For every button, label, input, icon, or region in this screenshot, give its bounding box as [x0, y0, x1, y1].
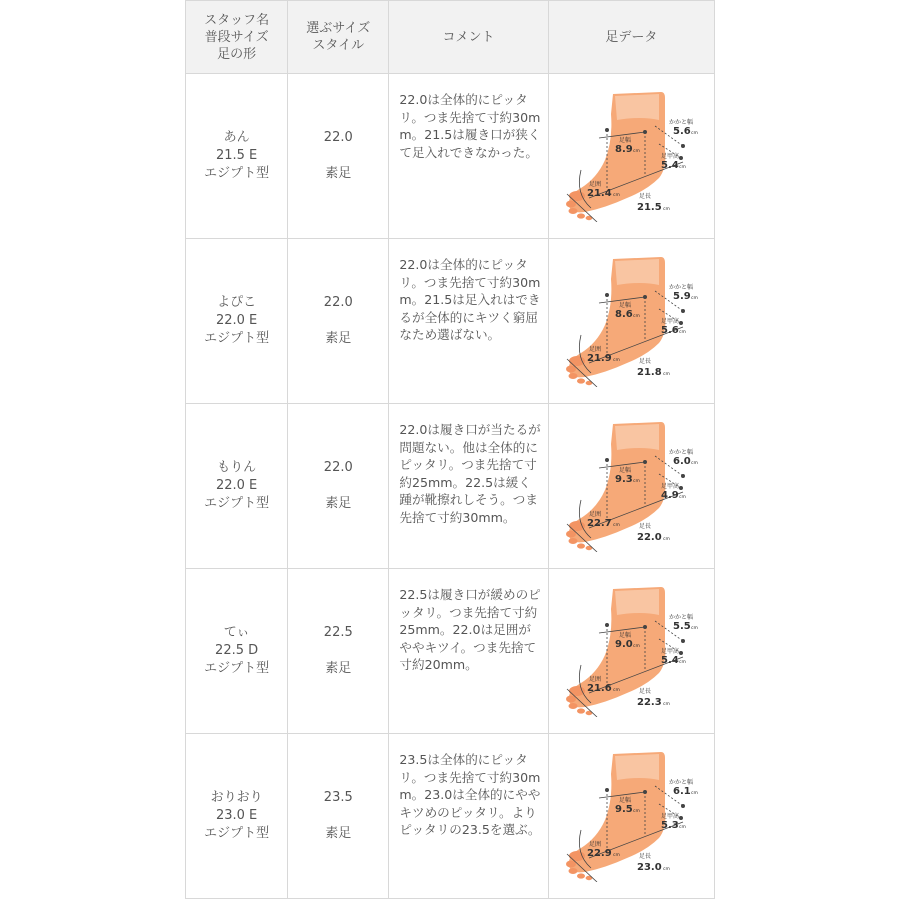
usual-size: 22.5 D: [215, 643, 259, 658]
heel-unit: cm: [691, 461, 699, 466]
instep-value: 4.9: [661, 490, 680, 501]
length-unit: cm: [663, 207, 671, 212]
girth-unit: cm: [613, 523, 621, 528]
instep-label: 足甲高: [661, 813, 680, 820]
staff-name: おりおり: [210, 790, 263, 805]
staff-cell: [186, 74, 288, 239]
header-size: 選ぶサイズ スタイル: [288, 1, 389, 74]
style: 素足: [325, 661, 352, 676]
instep-unit: cm: [679, 825, 687, 830]
length-label: 足長: [639, 523, 652, 530]
foot-illustration: [566, 752, 665, 880]
staff-name: よぴこ: [217, 295, 257, 310]
comment-cell: 22.0は全体的にピッタリ。つま先捨て寸約30mm。21.5は足入れはできるが全体的にキツく窮屈なため選ばない。: [389, 239, 548, 404]
foot-shape: エジプト型: [204, 661, 270, 676]
size-cell: [288, 74, 389, 239]
girth-unit: cm: [613, 853, 621, 858]
foot-illustration: [566, 422, 665, 550]
header-comment: コメント: [389, 1, 548, 74]
heel-label: かかと幅: [669, 284, 694, 291]
length-unit: cm: [663, 537, 671, 542]
foot-data-cell: [548, 239, 714, 404]
width-unit: cm: [633, 314, 641, 319]
girth-value: 21.9: [587, 353, 613, 364]
table-row: [186, 404, 715, 569]
girth-unit: cm: [613, 688, 621, 693]
length-value: 22.3: [637, 697, 663, 708]
instep-label: 足甲高: [661, 648, 680, 655]
width-unit: cm: [633, 644, 641, 649]
comment-cell: 22.0は履き口が当たるが問題ない。他は全体的にピッタリ。つま先捨て寸約25mm。22.5は緩く踵が靴擦れしそう。つま先捨て寸約30mm。: [389, 404, 548, 569]
instep-unit: cm: [679, 165, 687, 170]
length-unit: cm: [663, 702, 671, 707]
foot-data-cell: [548, 569, 714, 734]
chosen-size: 22.0: [323, 130, 353, 145]
staff-cell: [186, 404, 288, 569]
foot-shape: エジプト型: [204, 826, 270, 841]
header-staff: スタッフ名 普段サイズ 足の形: [186, 1, 288, 74]
heel-value: 5.9: [673, 291, 692, 302]
length-label: 足長: [639, 193, 652, 200]
width-value: 8.9: [615, 144, 634, 155]
width-label: 足幅: [619, 137, 632, 144]
foot-shape: エジプト型: [204, 331, 270, 346]
width-label: 足幅: [619, 302, 632, 309]
girth-value: 22.9: [587, 848, 613, 859]
width-value: 9.5: [615, 804, 634, 815]
width-value: 9.0: [615, 639, 634, 650]
foot-shape: エジプト型: [204, 166, 270, 181]
foot-illustration: [566, 257, 665, 385]
staff-name: あん: [223, 130, 250, 145]
instep-value: 5.6: [661, 325, 680, 336]
instep-label: 足甲高: [661, 153, 680, 160]
length-label: 足長: [639, 688, 652, 695]
staff-cell: [186, 734, 288, 899]
style: 素足: [325, 826, 352, 841]
heel-unit: cm: [691, 791, 699, 796]
heel-value: 5.6: [673, 126, 692, 137]
header-row: [186, 1, 715, 74]
comment-cell: 22.0は全体的にピッタリ。つま先捨て寸約30mm。21.5は履き口が狭くて足入れできなかった。: [389, 74, 548, 239]
girth-unit: cm: [613, 358, 621, 363]
width-unit: cm: [633, 479, 641, 484]
usual-size: 22.0 E: [215, 478, 258, 493]
width-label: 足幅: [619, 632, 632, 639]
chosen-size: 22.0: [323, 295, 353, 310]
size-cell: [288, 734, 389, 899]
comment-cell: 22.5は履き口が緩めのピッタリ。つま先捨て寸約25mm。22.0は足囲がややキツイ。つま先捨て寸約20mm。: [389, 569, 548, 734]
instep-unit: cm: [679, 330, 687, 335]
table-row: [186, 569, 715, 734]
foot-illustration: [566, 587, 665, 715]
heel-value: 5.5: [673, 621, 692, 632]
foot-diagram: [561, 90, 701, 222]
staff-cell: [186, 239, 288, 404]
instep-unit: cm: [679, 495, 687, 500]
instep-label: 足甲高: [661, 483, 680, 490]
heel-label: かかと幅: [669, 779, 694, 786]
usual-size: 21.5 E: [215, 148, 258, 163]
girth-value: 21.4: [587, 188, 613, 199]
foot-diagram: [561, 255, 701, 387]
header-foot: 足データ: [548, 1, 714, 74]
width-label: 足幅: [619, 797, 632, 804]
staff-name: もりん: [217, 460, 257, 475]
heel-unit: cm: [691, 626, 699, 631]
foot-data-cell: [548, 74, 714, 239]
heel-label: かかと幅: [669, 614, 694, 621]
girth-label: 足囲: [589, 181, 602, 188]
foot-diagram: [561, 750, 701, 882]
usual-size: 22.0 E: [215, 313, 258, 328]
girth-label: 足囲: [589, 841, 602, 848]
foot-data-cell: [548, 734, 714, 899]
fitting-table: [185, 0, 715, 899]
size-cell: [288, 239, 389, 404]
chosen-size: 23.5: [323, 790, 353, 805]
instep-value: 5.4: [661, 160, 680, 171]
width-value: 9.3: [615, 474, 634, 485]
foot-illustration: [566, 92, 665, 220]
table-row: [186, 239, 715, 404]
heel-unit: cm: [691, 131, 699, 136]
staff-cell: [186, 569, 288, 734]
usual-size: 23.0 E: [215, 808, 258, 823]
instep-label: 足甲高: [661, 318, 680, 325]
foot-data-cell: [548, 404, 714, 569]
length-value: 22.0: [637, 532, 663, 543]
girth-label: 足囲: [589, 676, 602, 683]
heel-value: 6.0: [673, 456, 692, 467]
length-label: 足長: [639, 853, 652, 860]
heel-value: 6.1: [673, 786, 692, 797]
heel-label: かかと幅: [669, 119, 694, 126]
style: 素足: [325, 331, 352, 346]
heel-label: かかと幅: [669, 449, 694, 456]
staff-name: てぃ: [223, 625, 250, 640]
style: 素足: [325, 496, 352, 511]
girth-label: 足囲: [589, 346, 602, 353]
instep-value: 5.3: [661, 820, 680, 831]
length-label: 足長: [639, 358, 652, 365]
length-value: 21.8: [637, 367, 663, 378]
table-row: [186, 734, 715, 899]
foot-shape: エジプト型: [204, 496, 270, 511]
comment-cell: 23.5は全体的にピッタリ。つま先捨て寸約30mm。23.0は全体的にややキツめのピッタリ。よりピッタリの23.5を選ぶ。: [389, 734, 548, 899]
girth-unit: cm: [613, 193, 621, 198]
length-unit: cm: [663, 867, 671, 872]
girth-label: 足囲: [589, 511, 602, 518]
length-unit: cm: [663, 372, 671, 377]
girth-value: 21.6: [587, 683, 613, 694]
size-cell: [288, 569, 389, 734]
chosen-size: 22.5: [323, 625, 353, 640]
width-unit: cm: [633, 809, 641, 814]
width-label: 足幅: [619, 467, 632, 474]
chosen-size: 22.0: [323, 460, 353, 475]
foot-diagram: [561, 585, 701, 717]
style: 素足: [325, 166, 352, 181]
girth-value: 22.7: [587, 518, 613, 529]
length-value: 21.5: [637, 202, 663, 213]
heel-unit: cm: [691, 296, 699, 301]
width-unit: cm: [633, 149, 641, 154]
instep-unit: cm: [679, 660, 687, 665]
length-value: 23.0: [637, 862, 663, 873]
size-cell: [288, 404, 389, 569]
width-value: 8.6: [615, 309, 634, 320]
table-row: [186, 74, 715, 239]
instep-value: 5.4: [661, 655, 680, 666]
foot-diagram: [561, 420, 701, 552]
